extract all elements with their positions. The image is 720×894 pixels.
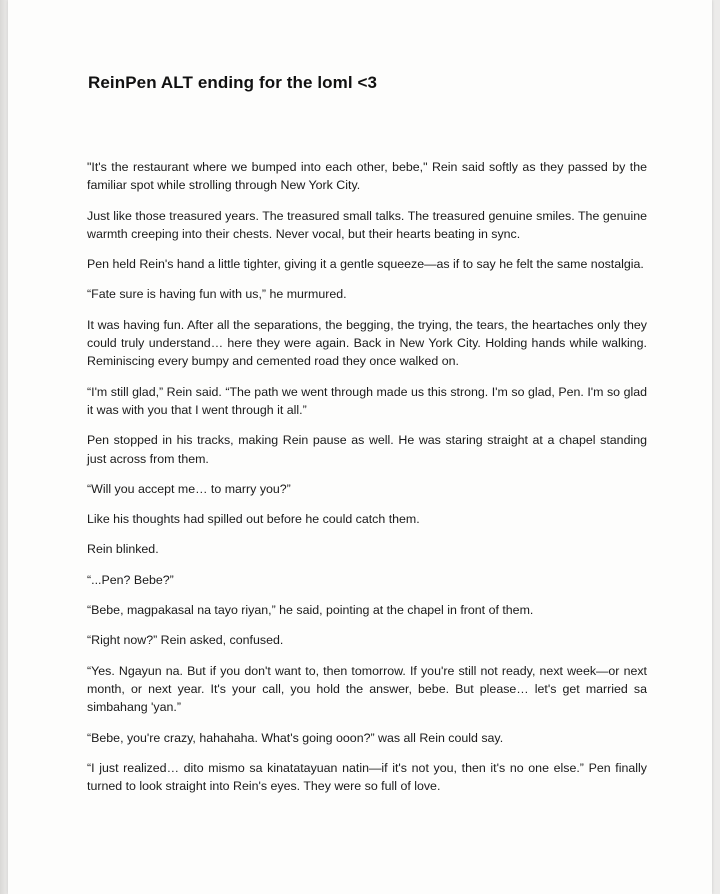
paragraph: “...Pen? Bebe?” <box>87 572 174 587</box>
paragraph: “Yes. Ngayun na. But if you don't want to, then tomorrow. If you're still not ready, next week—or next month, or next year. It's your call, you hold the answer, bebe. But please… let's get married sa simbahang 'yan.” <box>87 663 647 715</box>
document-page <box>8 0 712 894</box>
paragraph: “I just realized… dito mismo sa kinatatayuan natin—if it's not you, then it's no one else.” Pen finally turned to look straight into Rein's eyes. They were so full of love. <box>87 760 647 794</box>
paragraph: Pen stopped in his tracks, making Rein pause as well. He was staring straight at a chapel standing just across from them. <box>87 433 647 466</box>
paragraph: “Bebe, you're crazy, hahahaha. What's going ooon?” was all Rein could say. <box>87 730 504 745</box>
paragraph: "It's the restaurant where we bumped into each other, bebe," Rein said softly as they passed by the familiar spot while strolling through New York City. <box>87 160 647 193</box>
paragraph: “Right now?” Rein asked, confused. <box>87 633 284 648</box>
page-shadow-edge <box>0 0 8 894</box>
document-body <box>87 158 647 807</box>
paragraph: Rein blinked. <box>87 542 159 557</box>
paragraph: “Will you accept me… to marry you?” <box>87 481 291 496</box>
paragraph: It was having fun. After all the separations, the begging, the trying, the tears, the heartaches only they could truly understand… here they were again. Back in New York City. Holding hands while walking. Reminiscing every bumpy and cemented road they once walked on. <box>87 317 647 369</box>
paragraph: Pen held Rein's hand a little tighter, giving it a gentle squeeze—as if to say he felt the same nostalgia. <box>87 257 644 272</box>
paragraph: Just like those treasured years. The treasured small talks. The treasured genuine smiles. The genuine warmth creeping into their chests. Never vocal, but their hearts beating in sync. <box>87 208 647 241</box>
paragraph: “Fate sure is having fun with us,” he murmured. <box>87 287 347 302</box>
paragraph: Like his thoughts had spilled out before he could catch them. <box>87 512 420 527</box>
paragraph: “I'm still glad,” Rein said. “The path we went through made us this strong. I'm so glad, Pen. I'm so glad it was with you that I went through it all.” <box>87 384 647 417</box>
document-title: ReinPen ALT ending for the loml <3 <box>88 73 378 92</box>
paragraph: “Bebe, magpakasal na tayo riyan,” he said, pointing at the chapel in front of them. <box>87 603 534 618</box>
